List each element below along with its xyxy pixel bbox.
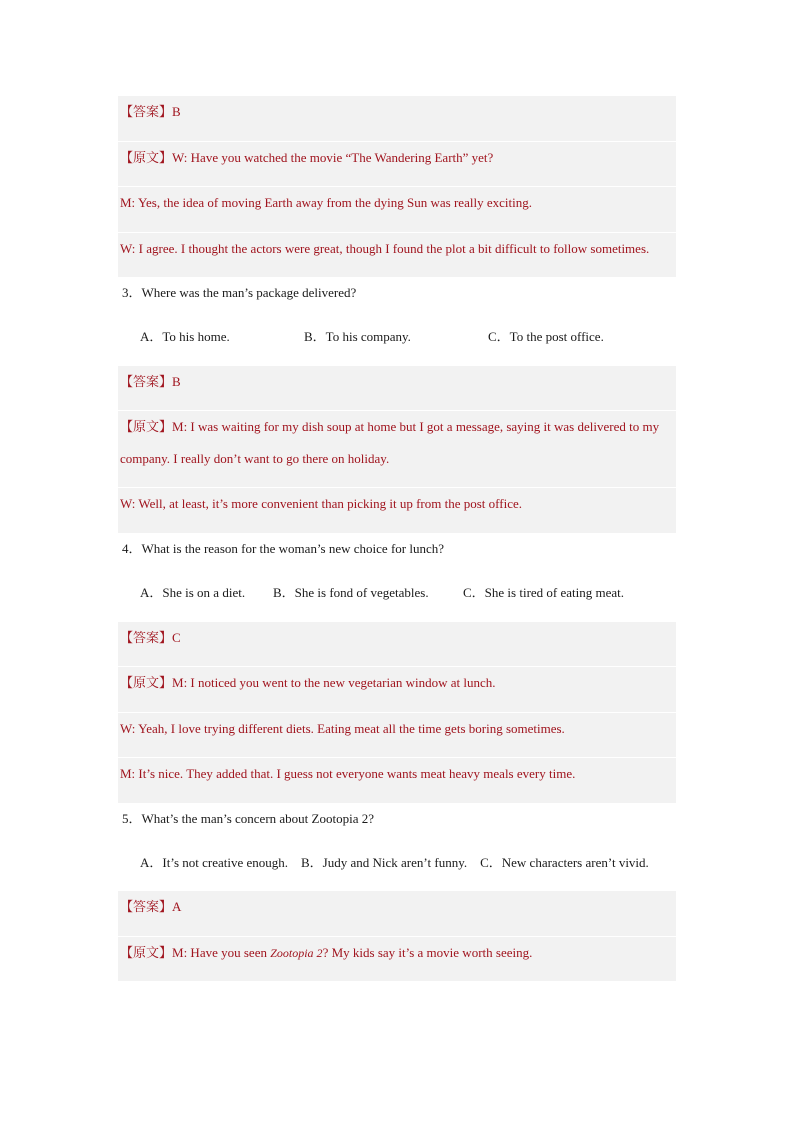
answer-line (118, 366, 676, 411)
answer-value: C (172, 629, 181, 645)
transcript-line (118, 141, 676, 187)
transcript-tag: 【原文】 (120, 676, 173, 691)
transcript-line (118, 666, 676, 712)
transcript-tag: 【原文】 (120, 945, 173, 961)
question-4: 4．What is the reason for the woman’s new choice for lunch? (122, 540, 445, 556)
transcript-line: W: Well, at least, it’s more convenient than picking it up from the post office. (118, 487, 676, 533)
exam-content (118, 96, 676, 981)
transcript-line: W: Yeah, I love trying different diets. Eating meat all the time gets boring sometimes. (118, 712, 676, 758)
transcript-text: M: I noticed you went to the new vegetarian window at lunch. (172, 675, 496, 690)
option-b: B．She is fond of vegetables. (273, 585, 429, 600)
transcript-tag: 【原文】 (120, 150, 173, 166)
answer-tag: 【答案】 (120, 900, 173, 915)
answer-tag: 【答案】 (120, 105, 173, 120)
movie-title: Zootopia 2 (270, 945, 323, 960)
answer-line (118, 891, 676, 936)
answer-line (118, 622, 676, 667)
transcript-text-pre: M: Have you seen (172, 944, 271, 960)
answer-block-4 (118, 891, 676, 981)
options-3 (118, 321, 676, 366)
answer-block-1 (118, 96, 676, 277)
answer-line (118, 96, 676, 141)
question-3: 3．Where was the man’s package delivered? (122, 284, 357, 300)
transcript-line: W: I agree. I thought the actors were great, though I found the plot a bit difficult to follow sometimes. (118, 232, 676, 277)
option-a: A．She is on a diet. (140, 585, 246, 600)
answer-block-2 (118, 366, 676, 533)
transcript-line (118, 410, 676, 487)
question-5: 5．What’s the man’s concern about Zootopia 2? (122, 810, 374, 826)
option-c: C．To the post office. (488, 329, 604, 344)
answer-tag: 【答案】 (120, 630, 173, 646)
answer-value: A (172, 899, 182, 914)
answer-value: B (172, 104, 181, 119)
transcript-text: W: Have you watched the movie “The Wandering Earth” yet? (172, 149, 494, 165)
options-5: A．It’s not creative enough. B．Judy and Nick aren’t funny. C．New characters aren’t vivid. (140, 855, 649, 870)
option-b: B．To his company. (304, 329, 411, 344)
options-4 (118, 577, 676, 622)
transcript-text-post: ? My kids say it’s a movie worth seeing. (322, 944, 533, 960)
transcript-line: M: It’s nice. They added that. I guess not everyone wants meat heavy meals every time. (118, 757, 676, 803)
transcript-text: M: I was waiting for my dish soup at home but I got a message, saying it was delivered to my company. I really don’t want to go there on holiday. (120, 419, 660, 466)
transcript-line (118, 936, 676, 982)
option-a: A．To his home. (140, 329, 230, 344)
answer-tag: 【答案】 (120, 374, 173, 390)
answer-value: B (172, 373, 181, 389)
answer-block-3 (118, 622, 676, 803)
transcript-line: M: Yes, the idea of moving Earth away from the dying Sun was really exciting. (118, 186, 676, 232)
option-c: C．She is tired of eating meat. (463, 585, 625, 600)
transcript-tag: 【原文】 (120, 420, 173, 435)
